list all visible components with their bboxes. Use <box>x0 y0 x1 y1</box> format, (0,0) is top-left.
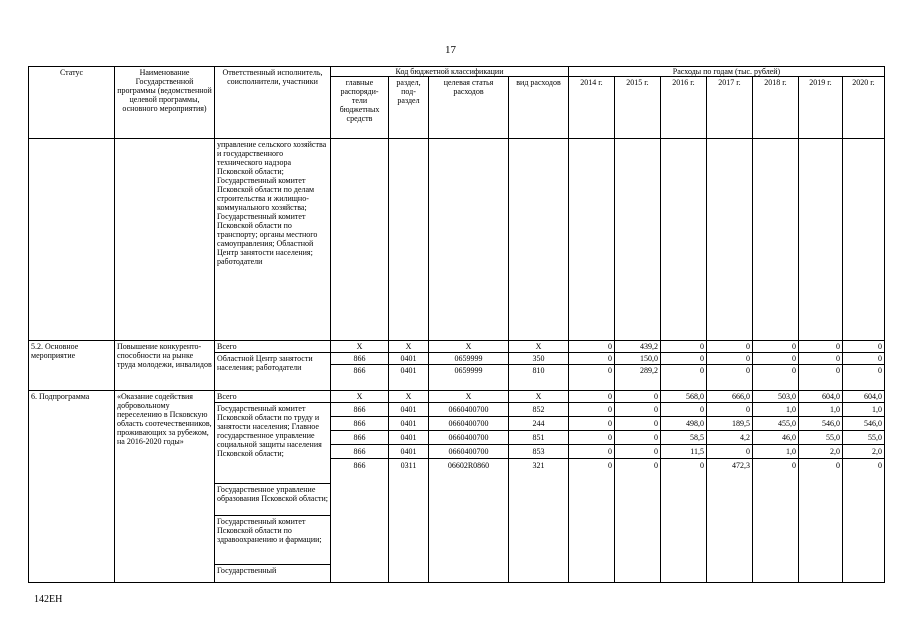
cell: 0 <box>661 403 706 417</box>
col-grbs <box>331 403 389 583</box>
cell: 0401 <box>389 403 428 417</box>
cell: 472,3 <box>732 461 750 470</box>
header-year: 2017 г. <box>707 77 753 139</box>
cell: 0 <box>569 445 614 459</box>
col-2017 <box>707 403 753 583</box>
cell: 0 <box>569 417 614 431</box>
cell: 1,0 <box>753 445 798 459</box>
page-number: 17 <box>445 44 456 56</box>
cell: 0 <box>843 353 885 365</box>
cell: 0 <box>661 353 707 365</box>
cell: 1,0 <box>799 403 842 417</box>
cell: 11,5 <box>661 445 706 459</box>
cell: 498,0 <box>661 417 706 431</box>
cell: 1,0 <box>753 403 798 417</box>
cell: 350 <box>509 353 569 365</box>
cell: 0660400700 <box>429 445 508 459</box>
cell: 0311 <box>400 461 417 470</box>
cell: 0 <box>700 461 704 470</box>
cell: X <box>389 341 429 353</box>
row-6-resp-1: Государственный комитет Псковской области по труду и занятости населения; Главное государственное управление социальной защиты населения Псковской области; <box>215 403 330 484</box>
cell: 0 <box>707 341 753 353</box>
cell: 851 <box>509 431 568 445</box>
cell: 0 <box>792 461 796 470</box>
cell: 0 <box>569 431 614 445</box>
cell: 866 <box>331 431 388 445</box>
header-responsible: Ответственный исполнитель, соисполнители, участники <box>215 67 331 139</box>
header-expenses: Расходы по годам (тыс. рублей) <box>569 67 885 77</box>
cell: 810 <box>509 365 569 391</box>
row-6-responsible-list <box>215 403 331 583</box>
cell: 0 <box>569 353 615 365</box>
cell: 46,0 <box>753 431 798 445</box>
cell: 0 <box>799 341 843 353</box>
col-type <box>509 403 569 583</box>
cell: 0 <box>878 461 882 470</box>
cell: 866 <box>331 353 389 365</box>
cell: 0 <box>615 391 661 403</box>
row-6-status: 6. Подпрограмма <box>29 391 115 583</box>
cell: 0401 <box>389 353 429 365</box>
cell: 289,2 <box>615 365 661 391</box>
header-year: 2018 г. <box>753 77 799 139</box>
cell: 2,0 <box>799 445 842 459</box>
cell: 0 <box>753 341 799 353</box>
row-6-total <box>29 391 885 403</box>
cell: 0401 <box>389 431 428 445</box>
cell: 0 <box>615 445 660 459</box>
cell: 0 <box>569 391 615 403</box>
col-2015 <box>615 403 661 583</box>
row-6-name: «Оказание содействия добровольному переселению в Псковскую область соотечественников, проживающих за рубежом, на 2016-2020 годы» <box>115 391 215 583</box>
cell: 666,0 <box>707 391 753 403</box>
row-6-total-label: Всего <box>215 391 331 403</box>
cell: X <box>509 391 569 403</box>
cell: 0 <box>661 341 707 353</box>
cell: 0 <box>654 461 658 470</box>
cell: 455,0 <box>753 417 798 431</box>
cell: 0 <box>569 341 615 353</box>
header-year: 2020 г. <box>843 77 885 139</box>
budget-table <box>28 66 885 583</box>
col-2019 <box>799 403 843 583</box>
col-2016 <box>661 403 707 583</box>
row-5-2-status: 5.2. Основное мероприятие <box>29 341 115 391</box>
row-6-resp-4: Государственный <box>217 566 277 575</box>
cell: 06602R0860 <box>447 461 490 470</box>
continuation-row <box>29 139 885 341</box>
header-budget-code: Код бюджетной классификации <box>331 67 569 77</box>
cell: 0 <box>707 445 752 459</box>
cell: 0659999 <box>429 353 509 365</box>
cell: 0401 <box>389 445 428 459</box>
header-name: Наименование Государственной программы (ведомственной целевой программы, основного мероприятия) <box>115 67 215 139</box>
header-target: целевая статья расходов <box>429 77 509 139</box>
row-5-2-sub-responsible: Областной Центр занятости населения; работодатели <box>215 353 331 391</box>
row-5-2-total <box>29 341 885 353</box>
header-type: вид расходов <box>509 77 569 139</box>
footer-code: 142EH <box>34 594 63 605</box>
header-year: 2014 г. <box>569 77 615 139</box>
cell: 866 <box>353 461 366 470</box>
cell: 0 <box>799 353 843 365</box>
cell: 866 <box>331 417 388 431</box>
cell: 0 <box>836 461 840 470</box>
header-year: 2015 г. <box>615 77 661 139</box>
row-6-resp-3: Государственный комитет Псковской области по здравоохранению и фармации; <box>215 516 330 565</box>
row-5-2-name: Повышение конкуренто-способности на рынке труда молодежи, инвалидов <box>115 341 215 391</box>
col-2018 <box>753 403 799 583</box>
cell: 55,0 <box>843 431 884 445</box>
cell: 0660400700 <box>429 403 508 417</box>
cell: 1,0 <box>843 403 884 417</box>
cell: 0 <box>707 365 753 391</box>
cell: 866 <box>331 403 388 417</box>
cell: 0401 <box>389 417 428 431</box>
cell: 546,0 <box>843 417 884 431</box>
cell: 604,0 <box>843 391 885 403</box>
cell: 55,0 <box>799 431 842 445</box>
continuation-responsible: управление сельского хозяйства и государственного технического надзора Псковской области; Государственный комитет Псковской области по делам строительства и жилищно-коммунального хозяйства; Государственный комитет Псковской области по транспорту; органы местного самоуправления; Областной Центр занятости населения; работодатели <box>215 139 331 341</box>
cell: 0 <box>753 353 799 365</box>
cell: 58,5 <box>661 431 706 445</box>
header-year: 2019 г. <box>799 77 843 139</box>
cell: X <box>429 391 509 403</box>
cell: 546,0 <box>799 417 842 431</box>
cell: 0 <box>615 431 660 445</box>
header-status: Статус <box>29 67 115 139</box>
row-5-2-total-label: Всего <box>215 341 331 353</box>
cell: X <box>331 341 389 353</box>
cell: 0 <box>799 365 843 391</box>
cell: X <box>509 341 569 353</box>
cell: 0 <box>569 365 615 391</box>
header-row-1 <box>29 67 885 77</box>
cell: X <box>429 341 509 353</box>
header-grbs: главные распоряди-тели бюджетных средств <box>331 77 389 139</box>
cell: 0401 <box>389 365 429 391</box>
cell: 0 <box>569 403 614 417</box>
cell: 321 <box>532 461 545 470</box>
cell: 0 <box>608 461 612 470</box>
cell: 0 <box>615 417 660 431</box>
cell: 0659999 <box>429 365 509 391</box>
cell: 853 <box>509 445 568 459</box>
cell: X <box>389 391 429 403</box>
cell: 244 <box>509 417 568 431</box>
cell: 866 <box>331 365 389 391</box>
cell: 852 <box>509 403 568 417</box>
col-target <box>429 403 509 583</box>
col-section <box>389 403 429 583</box>
cell: 0 <box>707 353 753 365</box>
cell: 439,2 <box>615 341 661 353</box>
cell: 189,5 <box>707 417 752 431</box>
header-year: 2016 г. <box>661 77 707 139</box>
cell: 0660400700 <box>429 431 508 445</box>
cell: X <box>331 391 389 403</box>
cell: 503,0 <box>753 391 799 403</box>
header-section: раздел, под-раздел <box>389 77 429 139</box>
cell: 0 <box>615 403 660 417</box>
cell: 0 <box>843 365 885 391</box>
cell: 866 <box>331 445 388 459</box>
cell: 568,0 <box>661 391 707 403</box>
col-2014 <box>569 403 615 583</box>
row-6-resp-2: Государственное управление образования Псковской области; <box>215 484 330 516</box>
col-2020 <box>843 403 885 583</box>
cell: 0660400700 <box>429 417 508 431</box>
cell: 4,2 <box>707 431 752 445</box>
cell: 0 <box>707 403 752 417</box>
cell: 0 <box>753 365 799 391</box>
cell: 0 <box>661 365 707 391</box>
cell: 2,0 <box>843 445 884 459</box>
cell: 150,0 <box>615 353 661 365</box>
cell: 0 <box>843 341 885 353</box>
cell: 604,0 <box>799 391 843 403</box>
